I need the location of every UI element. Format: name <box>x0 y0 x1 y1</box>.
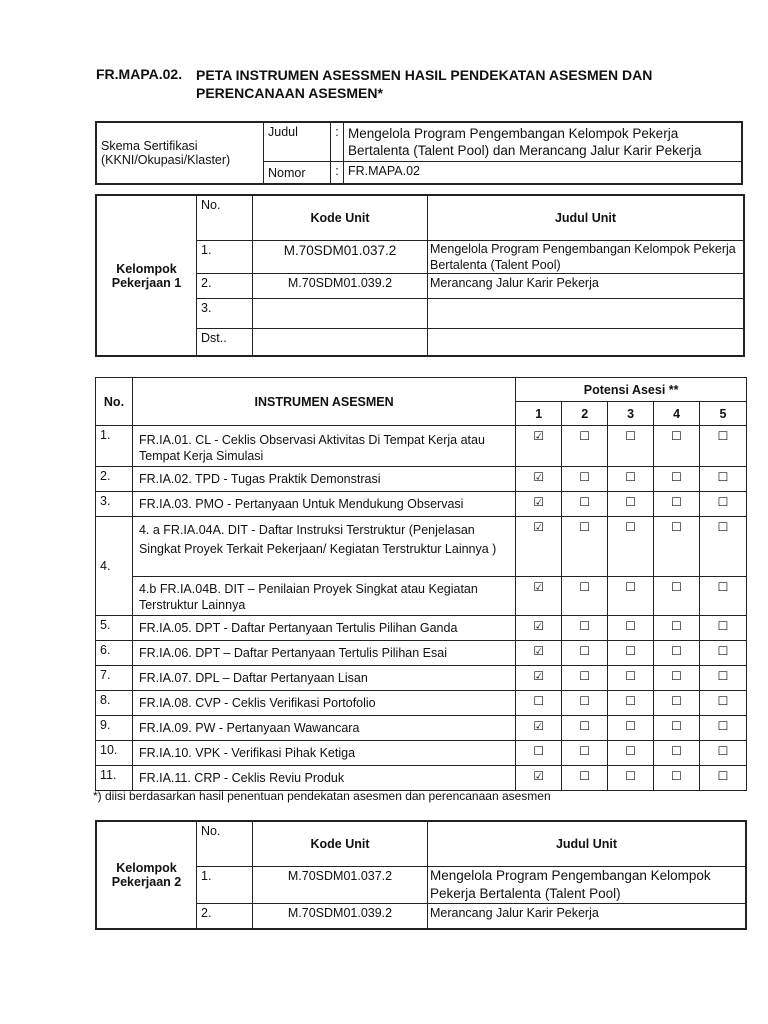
skema-label: Skema Sertifikasi (KKNI/Okupasi/Klaster) <box>96 122 264 184</box>
nomor-label: Nomor <box>264 162 331 185</box>
unchecked-checkbox[interactable]: ☐ <box>562 467 608 492</box>
row-number: 9. <box>96 716 133 741</box>
unchecked-checkbox[interactable]: ☐ <box>608 492 654 517</box>
checked-checkbox[interactable]: ☑ <box>516 577 562 616</box>
table-row <box>96 766 747 791</box>
unchecked-checkbox[interactable]: ☐ <box>700 691 747 716</box>
unchecked-checkbox[interactable]: ☐ <box>608 577 654 616</box>
instrumen-name: FR.IA.09. PW - Pertanyaan Wawancara <box>132 716 515 741</box>
unchecked-checkbox[interactable]: ☐ <box>700 766 747 791</box>
unchecked-checkbox[interactable]: ☐ <box>700 492 747 517</box>
instrumen-col-no: No. <box>96 378 133 426</box>
unchecked-checkbox[interactable]: ☐ <box>654 741 700 766</box>
nomor-value: FR.MAPA.02 <box>344 162 743 185</box>
group1-table <box>95 194 745 357</box>
row-number: 10. <box>96 741 133 766</box>
group2-col-no: No. <box>197 821 253 866</box>
table-row: 3. <box>96 298 744 328</box>
row-number: 3. <box>96 492 133 517</box>
unchecked-checkbox[interactable]: ☐ <box>608 641 654 666</box>
judul-label: Judul <box>264 122 331 162</box>
table-row <box>96 616 747 641</box>
table-row <box>96 577 747 616</box>
level-5: 5 <box>700 402 747 426</box>
unchecked-checkbox[interactable]: ☐ <box>700 616 747 641</box>
group1-label: Kelompok Pekerjaan 1 <box>96 195 197 356</box>
level-4: 4 <box>654 402 700 426</box>
unchecked-checkbox[interactable]: ☐ <box>654 691 700 716</box>
unchecked-checkbox[interactable]: ☐ <box>700 641 747 666</box>
row-number: 2. <box>96 467 133 492</box>
instrumen-name: FR.IA.10. VPK - Verifikasi Pihak Ketiga <box>132 741 515 766</box>
unchecked-checkbox[interactable]: ☐ <box>608 426 654 467</box>
unchecked-checkbox[interactable]: ☐ <box>700 741 747 766</box>
checked-checkbox[interactable]: ☑ <box>516 666 562 691</box>
instrumen-table <box>95 377 747 791</box>
unchecked-checkbox[interactable]: ☐ <box>608 616 654 641</box>
judul-colon: : <box>331 122 344 162</box>
unchecked-checkbox[interactable]: ☐ <box>654 641 700 666</box>
instrumen-name: FR.IA.07. DPL – Daftar Pertanyaan Lisan <box>132 666 515 691</box>
instrumen-name: FR.IA.11. CRP - Ceklis Reviu Produk <box>132 766 515 791</box>
table-row: 1. M.70SDM01.037.2 Mengelola Program Pengembangan Kelompok Pekerja Bertalenta (Talent Pool) <box>96 866 746 903</box>
unchecked-checkbox[interactable]: ☐ <box>516 741 562 766</box>
checked-checkbox[interactable]: ☑ <box>516 766 562 791</box>
unchecked-checkbox[interactable]: ☐ <box>700 517 747 577</box>
unchecked-checkbox[interactable]: ☐ <box>608 766 654 791</box>
form-title-line1: PETA INSTRUMEN ASESSMEN HASIL PENDEKATAN ASESMEN DAN <box>196 67 653 83</box>
checked-checkbox[interactable]: ☑ <box>516 517 562 577</box>
table-row <box>96 666 747 691</box>
table-row <box>96 716 747 741</box>
unchecked-checkbox[interactable]: ☐ <box>700 666 747 691</box>
nomor-colon: : <box>331 162 344 185</box>
unchecked-checkbox[interactable]: ☐ <box>562 517 608 577</box>
unchecked-checkbox[interactable]: ☐ <box>562 492 608 517</box>
unchecked-checkbox[interactable]: ☐ <box>562 666 608 691</box>
checked-checkbox[interactable]: ☑ <box>516 492 562 517</box>
potensi-header: Potensi Asesi ** <box>516 378 747 402</box>
instrumen-name: FR.IA.01. CL - Ceklis Observasi Aktivitas Di Tempat Kerja atau Tempat Kerja Simulasi <box>132 426 515 467</box>
unchecked-checkbox[interactable]: ☐ <box>562 426 608 467</box>
unchecked-checkbox[interactable]: ☐ <box>608 741 654 766</box>
unchecked-checkbox[interactable]: ☐ <box>562 716 608 741</box>
table-row: 2. M.70SDM01.039.2 Merancang Jalur Karir Pekerja <box>96 274 744 298</box>
table-row <box>96 517 747 577</box>
unchecked-checkbox[interactable]: ☐ <box>562 741 608 766</box>
level-1: 1 <box>516 402 562 426</box>
checked-checkbox[interactable]: ☑ <box>516 641 562 666</box>
table-row: Dst.. <box>96 329 744 356</box>
unchecked-checkbox[interactable]: ☐ <box>700 577 747 616</box>
unchecked-checkbox[interactable]: ☐ <box>608 517 654 577</box>
checked-checkbox[interactable]: ☑ <box>516 426 562 467</box>
table-row <box>96 691 747 716</box>
unchecked-checkbox[interactable]: ☐ <box>562 641 608 666</box>
row-number: 5. <box>96 616 133 641</box>
row-number: 1. <box>96 426 133 467</box>
table-row <box>96 467 747 492</box>
table-row <box>96 741 747 766</box>
instrumen-name: FR.IA.05. DPT - Daftar Pertanyaan Tertulis Pilihan Ganda <box>132 616 515 641</box>
table-row: 2. M.70SDM01.039.2 Merancang Jalur Karir Pekerja <box>96 903 746 929</box>
instrumen-name: 4.b FR.IA.04B. DIT – Penilaian Proyek Singkat atau Kegiatan Terstruktur Lainnya <box>132 577 515 616</box>
group2-col-kode: Kode Unit <box>253 821 428 866</box>
unchecked-checkbox[interactable]: ☐ <box>700 716 747 741</box>
table-row <box>96 492 747 517</box>
instrumen-col-name: INSTRUMEN ASESMEN <box>132 378 515 426</box>
group2-table <box>95 820 747 930</box>
table-row: 1. M.70SDM01.037.2 Mengelola Program Pengembangan Kelompok Pekerja Bertalenta (Talent Pool) <box>96 241 744 274</box>
unchecked-checkbox[interactable]: ☐ <box>608 467 654 492</box>
judul-value: Mengelola Program Pengembangan Kelompok Pekerja Bertalenta (Talent Pool) dan Merancang Jalur Karir Pekerja <box>344 122 743 162</box>
level-3: 3 <box>608 402 654 426</box>
row-number: 4. <box>96 517 133 616</box>
skema-table <box>95 121 743 185</box>
instrumen-name: FR.IA.06. DPT – Daftar Pertanyaan Tertulis Pilihan Esai <box>132 641 515 666</box>
group2-col-judul: Judul Unit <box>428 821 747 866</box>
unchecked-checkbox[interactable]: ☐ <box>654 577 700 616</box>
unchecked-checkbox[interactable]: ☐ <box>654 666 700 691</box>
unchecked-checkbox[interactable]: ☐ <box>654 517 700 577</box>
group1-col-no: No. <box>197 195 253 241</box>
unchecked-checkbox[interactable]: ☐ <box>562 766 608 791</box>
checked-checkbox[interactable]: ☑ <box>516 716 562 741</box>
row-number: 11. <box>96 766 133 791</box>
table-row <box>96 641 747 666</box>
level-2: 2 <box>562 402 608 426</box>
unchecked-checkbox[interactable]: ☐ <box>654 467 700 492</box>
instrumen-name: FR.IA.08. CVP - Ceklis Verifikasi Portofolio <box>132 691 515 716</box>
row-number: 6. <box>96 641 133 666</box>
row-number: 7. <box>96 666 133 691</box>
unchecked-checkbox[interactable]: ☐ <box>608 666 654 691</box>
table-row <box>96 426 747 467</box>
unchecked-checkbox[interactable]: ☐ <box>608 691 654 716</box>
unchecked-checkbox[interactable]: ☐ <box>654 766 700 791</box>
checked-checkbox[interactable]: ☑ <box>516 616 562 641</box>
row-number: 8. <box>96 691 133 716</box>
form-title <box>196 66 666 102</box>
unchecked-checkbox[interactable]: ☐ <box>608 716 654 741</box>
checked-checkbox[interactable]: ☑ <box>516 467 562 492</box>
group2-label: Kelompok Pekerjaan 2 <box>96 821 197 929</box>
unchecked-checkbox[interactable]: ☐ <box>700 426 747 467</box>
unchecked-checkbox[interactable]: ☐ <box>654 616 700 641</box>
form-title-line2: PERENCANAAN ASESMEN* <box>196 85 383 101</box>
group1-col-kode: Kode Unit <box>253 195 428 241</box>
unchecked-checkbox[interactable]: ☐ <box>654 426 700 467</box>
footnote: *) diisi berdasarkan hasil penentuan pendekatan asesmen dan perencanaan asesmen <box>93 789 551 803</box>
unchecked-checkbox[interactable]: ☐ <box>700 467 747 492</box>
unchecked-checkbox[interactable]: ☐ <box>654 716 700 741</box>
instrumen-name: FR.IA.03. PMO - Pertanyaan Untuk Mendukung Observasi <box>132 492 515 517</box>
instrumen-name: 4. a FR.IA.04A. DIT - Daftar Instruksi Terstruktur (Penjelasan Singkat Proyek Terkait Pekerjaan/ Kegiatan Terstruktur Lainnya ) <box>132 517 515 577</box>
group1-col-judul: Judul Unit <box>428 195 745 241</box>
form-code: FR.MAPA.02. <box>96 66 183 82</box>
unchecked-checkbox[interactable]: ☐ <box>654 492 700 517</box>
instrumen-name: FR.IA.02. TPD - Tugas Praktik Demonstrasi <box>132 467 515 492</box>
unchecked-checkbox[interactable]: ☐ <box>516 691 562 716</box>
unchecked-checkbox[interactable]: ☐ <box>562 691 608 716</box>
unchecked-checkbox[interactable]: ☐ <box>562 577 608 616</box>
unchecked-checkbox[interactable]: ☐ <box>562 616 608 641</box>
